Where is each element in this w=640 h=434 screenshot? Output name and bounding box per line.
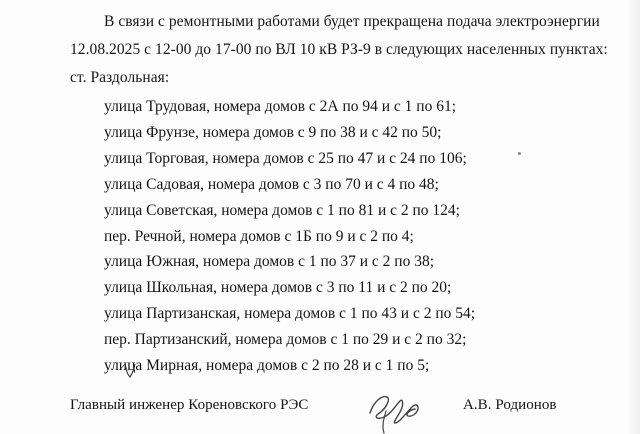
paper-speck — [518, 152, 521, 155]
street-line: пер. Партизанский, номера домов с 1 по 29 и с 2 по 32; — [104, 331, 467, 348]
signature-graphic — [360, 383, 432, 434]
notice-intro-line-2: 12.08.2025 с 12-00 до 17-00 по ВЛ 10 кВ РЗ-9 в следующих населенных пунктах: — [70, 41, 608, 58]
street-line: улица Фрунзе, номера домов с 9 по 38 и с 42 по 50; — [104, 124, 442, 141]
street-line: пер. Речной, номера домов с 1Б по 9 и с 2 по 4; — [104, 228, 414, 245]
street-line: улица Советская, номера домов с 1 по 81 и с 2 по 124; — [104, 202, 460, 219]
street-line: улица Школьная, номера домов с 3 по 11 и с 2 по 20; — [104, 279, 452, 296]
street-line: улица Торговая, номера домов с 25 по 47 и с 24 по 106; — [104, 150, 467, 167]
notice-intro-line-1: В связи с ремонтными работами будет прекращена подача электроэнергии — [104, 13, 600, 30]
signer-title: Главный инженер Кореновского РЭС — [70, 397, 309, 413]
signer-name: А.В. Родионов — [463, 397, 557, 413]
locality-heading: ст. Раздольная: — [70, 69, 170, 86]
paper-edge-shadow — [626, 0, 640, 434]
street-line: улица Трудовая, номера домов с 2А по 94 и с 1 по 61; — [104, 98, 457, 115]
street-line: улица Партизанская, номера домов с 1 по 43 и с 2 по 54; — [104, 305, 476, 322]
street-line: улица Садовая, номера домов с 3 по 70 и с 4 по 48; — [104, 176, 439, 193]
street-line: улица Южная, номера домов с 1 по 37 и с 2 по 38; — [104, 253, 435, 270]
handwritten-mark — [123, 361, 137, 379]
street-line: улица Мирная, номера домов с 2 по 28 и с 1 по 5; — [104, 357, 430, 374]
